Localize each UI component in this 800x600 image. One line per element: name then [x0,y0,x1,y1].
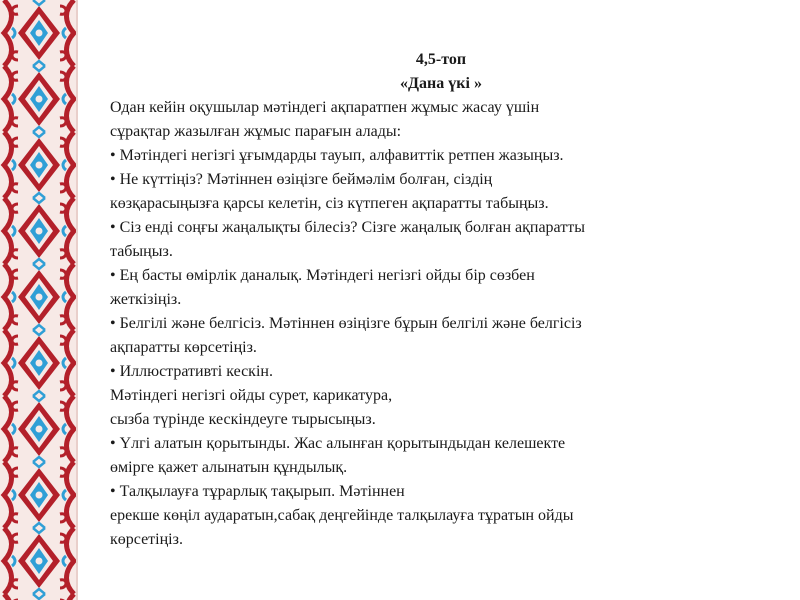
instruction-text [110,96,750,552]
text-line: • Талқылауға тұрарлық тақырып. Мәтіннен [110,483,405,500]
ornament-border [0,0,78,600]
text-line: ерекше көңіл аударатын,сабақ деңгейінде талқылауға тұратын ойды [110,507,574,524]
text-line: • Белгілі және белгісіз. Мәтіннен өзіңізге бұрын белгілі және белгісіз [110,315,582,332]
slide-content [110,48,750,552]
text-line: • Сіз енді соңғы жаңалықты білесіз? Сізге жаңалық болған ақпаратты [110,219,585,236]
text-line: көрсетіңіз. [110,531,183,548]
text-line: өмірге қажет алынатын құндылық. [110,459,348,476]
text-line: • Үлгі алатын қорытынды. Жас алынған қорытындыдан келешекте [110,435,566,452]
text-line: сұрақтар жазылған жұмыс парағын алады: [110,123,402,140]
group-title: 4,5-топ [415,51,467,68]
text-line: • Ең басты өмірлік даналық. Мәтіндегі негізгі ойды бір сөзбен [110,267,535,284]
text-line: табыңыз. [110,243,173,260]
text-line: • Иллюстративті кескін. [110,363,273,380]
text-line: сызба түрінде кескіндеуге тырысыңыз. [110,411,376,428]
text-line: ақпаратты көрсетіңіз. [110,339,257,356]
text-line: Одан кейін оқушылар мәтіндегі ақпаратпен жұмыс жасау үшін [110,99,540,116]
kazakh-ornament-pattern-icon [0,0,78,600]
text-line: • Мәтіндегі негізгі ұғымдарды тауып, алфавиттік ретпен жазыңыз. [110,147,564,164]
text-line: Мәтіндегі негізгі ойды сурет, карикатура, [110,387,393,404]
text-line: жеткізіңіз. [110,291,182,308]
text-line: • Не күттіңіз? Мәтіннен өзіңізге беймәлім болған, сіздің [110,171,493,188]
activity-title: «Дана үкі » [400,75,482,92]
text-line: көзқарасыңызға қарсы келетін, сіз күтпеген ақпаратты табыңыз. [110,195,549,212]
